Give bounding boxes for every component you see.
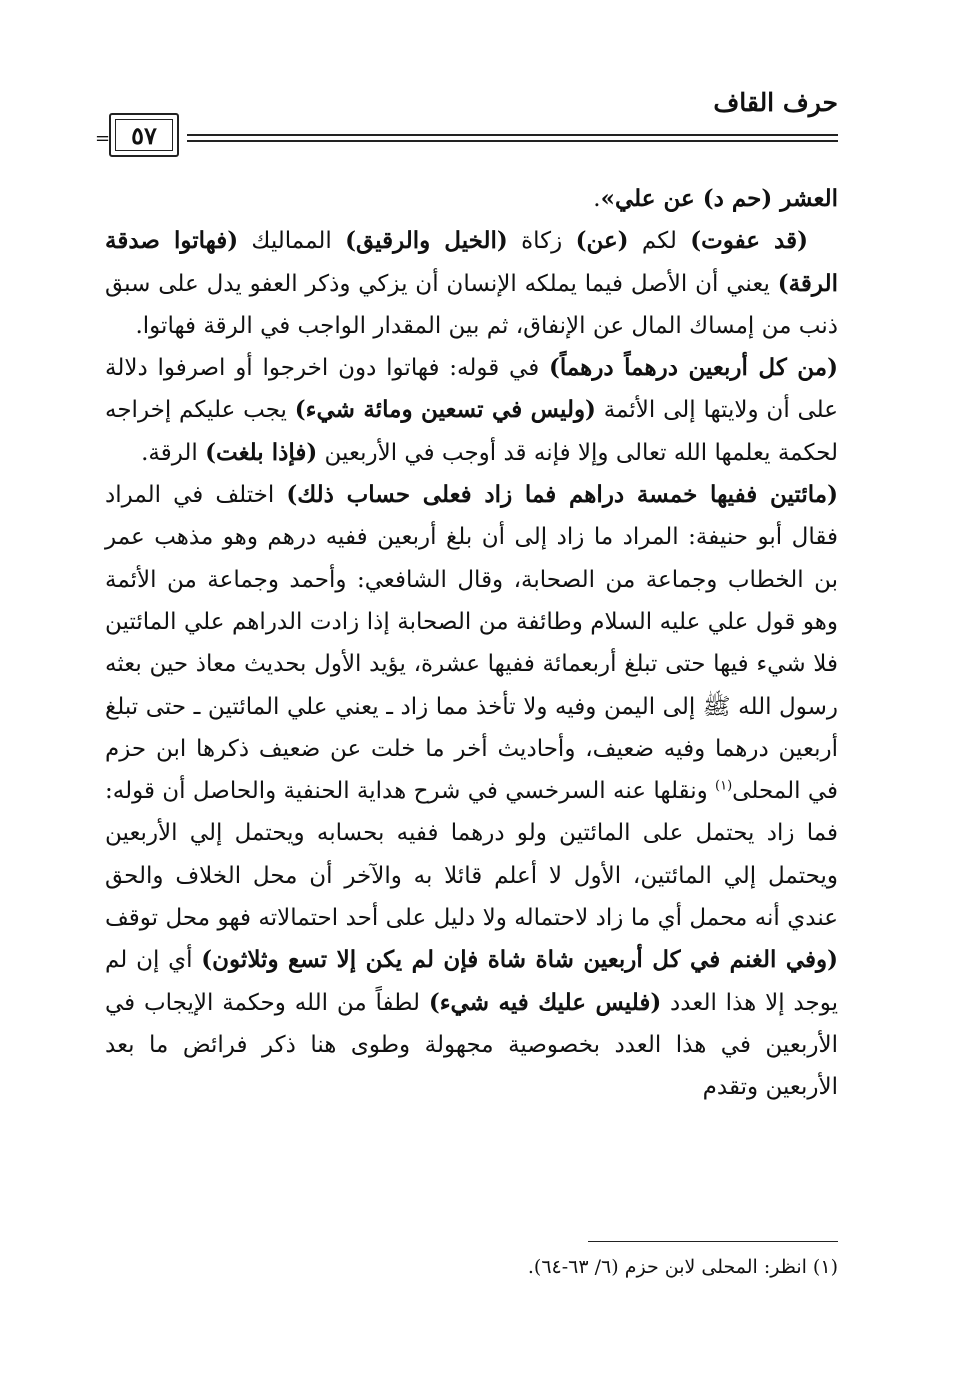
commentary-text: في قوله: فهاتوا دون اخرجوا أو اصرفوا دلالة على أن ولايتها إلى الأئمة	[105, 355, 839, 424]
commentary-text: ونقلها عنه السرخسي في شرح هداية الحنفية والحاصل أن قوله: فما زاد يحتمل على المائتين ولو درهما ففيه بحسابه ويحتمل إلي الأربعين ويحتمل إلي المائتين، الأول لا أعلم قائلا به والآخر أن محل الخلاف والحق عندي أنه محمل أي ما زاد لاحتماله ولا دليل على أحد احتمالاته فهو محل توقف	[105, 778, 838, 932]
commentary-text: لكم	[628, 228, 691, 255]
page-number-box	[109, 113, 179, 157]
paragraph	[105, 474, 838, 1108]
commentary-text: لطفاً من الله وحكمة الإيجاب في الأربعين في هذا العدد بخصوصية مجهولة وطوى هنا ذكر فرائض ما بعد الأربعين وتقدم	[105, 989, 838, 1101]
commentary-text: يجب عليكم إخراجه لحكمة يعلمها الله تعالى وإلا فإنه قد أوجب في الأربعين	[105, 397, 838, 466]
hadith-text: (قد عفوت)	[690, 227, 808, 255]
commentary-text: اختلف في المراد فقال أبو حنيفة: المراد ما زاد إلى أن بلغ أربعين ففيه درهم وهو مذهب عمر بن الخطاب وجماعة من الصحابة، وقال الشافعي: وأحمد وجماعة من الأئمة وهو قول علي عليه السلام وطائفة من الصحابة إذا زادت الدراهم علي المائتين فلا شيء فيها حتى تبلغ أربعمائة ففيها عشرة، يؤيد الأول بحديث معاذ حين بعثه رسول الله ﷺ إلى اليمن وفيه ولا تأخذ مما زاد ـ يعني علي المائتين ـ حتى تبلغ أربعين درهما وفيه ضعيف، وأحاديث أخر ما خلت عن ضعيف ذكرها ابن حزم في المحلى	[105, 482, 838, 805]
hadith-text: (فليس عليك فيه شيء)	[428, 988, 662, 1016]
rule-end-mark: =	[95, 128, 111, 149]
hadith-text: (عن)	[575, 227, 629, 255]
hadith-text: (فإذا بلغت)	[205, 438, 318, 466]
commentary-text: يعني أن الأصل فيما يملكه الإنسان أن يزكي وذكر العفو يدل على سبق ذنب من إمساك المال عن الإنفاق، ثم بين المقدار الواجب في الرقة فهاتوا.	[105, 270, 838, 339]
footnote: (١) انظر: المحلى لابن حزم (٦/ ٦٣-٦٤).	[527, 1256, 838, 1278]
hadith-text: (فهاتوا صدقة الرقة)	[105, 227, 838, 297]
commentary-text: أي إن لم يوجد إلا هذا العدد	[105, 947, 838, 1016]
commentary-text: .	[593, 186, 601, 212]
running-head: حرف القاف	[713, 88, 838, 117]
body-text	[105, 178, 838, 1109]
footnote-separator	[588, 1241, 838, 1242]
paragraph	[105, 178, 838, 220]
hadith-text: (وفي الغنم في كل أربعين شاة شاة فإن لم يكن إلا تسع وثلاثون)	[201, 946, 838, 974]
header-rule	[187, 134, 838, 142]
footnote-ref: (١)	[715, 778, 733, 794]
hadith-text: العشر (حم د) عن علي»	[600, 185, 838, 212]
page-header	[95, 88, 838, 158]
page-number: ٥٧	[131, 120, 157, 150]
commentary-text: زكاة	[507, 228, 576, 255]
paragraph	[105, 347, 838, 474]
hadith-text: (من كل أربعين درهماً درهماً)	[549, 354, 838, 382]
hadith-text: (مائتين ففيها خمسة دراهم فما زاد فعلى حساب ذلك)	[286, 481, 838, 509]
commentary-text: المماليك	[238, 228, 346, 255]
hadith-text: (الخيل والرقيق)	[345, 227, 508, 255]
commentary-text: الرقة.	[141, 439, 206, 466]
hadith-text: (وليس في تسعين ومائة شيء)	[294, 396, 596, 424]
paragraph	[105, 220, 838, 347]
